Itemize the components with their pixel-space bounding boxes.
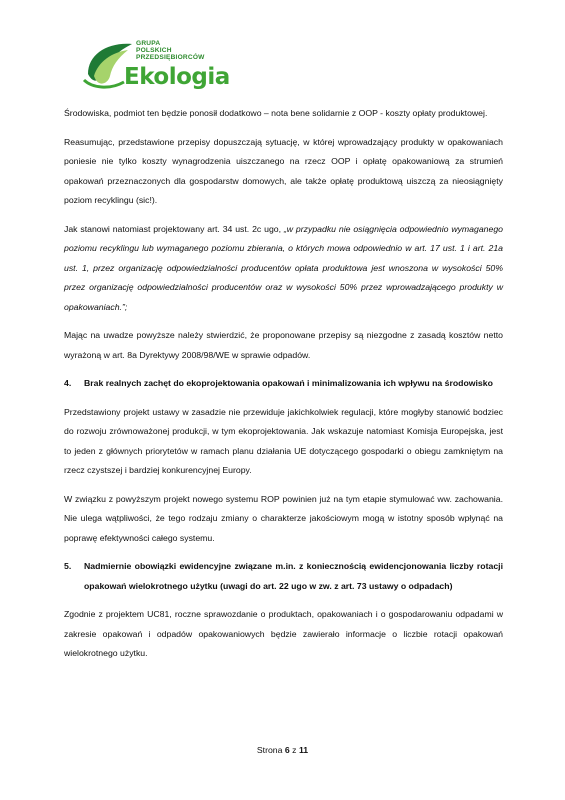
section-heading-4 [64, 374, 503, 394]
logo-line-3: PRZEDSIĘBIORCÓW [136, 54, 205, 62]
footer-separator: z [292, 745, 297, 755]
document-body [64, 104, 503, 664]
paragraph-1: Środowiska, podmiot ten będzie ponosił dodatkowo – nota bene solidarnie z OOP - koszty opłaty produktowej. [64, 108, 488, 118]
ekologia-logo [80, 36, 230, 98]
paragraph-3 [64, 220, 503, 318]
footer-current-page: 6 [284, 745, 290, 755]
page-footer [0, 745, 565, 755]
paragraph-4: Mając na uwadze powyższe należy stwierdzić, że proponowane przepisy są niezgodne z zasadą kosztów netto wyrażoną w art. 8a Dyrektywy 2008/98/WE w sprawie odpadów. [64, 330, 503, 360]
logo-line-1: GRUPA [136, 40, 161, 47]
footer-total-pages: 11 [298, 745, 309, 755]
logo-line-2: POLSKICH [136, 47, 172, 55]
paragraph-5: Przedstawiony projekt ustawy w zasadzie nie przewiduje jakichkolwiek regulacji, które mogłyby stanowić bodziec do rozwoju zrównoważonej produkcji, w tym ekoprojektowania. Jak wskazuje natomiast Komisja Europejska, jest to jeden z głównych priorytetów w ramach planu działania UE dotyczącego gospodarki o obiegu zamkniętym na rzecz czystszej i bardziej konkurencyjnej Europy. [64, 406, 503, 475]
logo-wordmark: Ekologia [124, 64, 230, 90]
paragraph-2: Reasumując, przedstawione przepisy dopuszczają sytuację, w której wprowadzający produkty w opakowaniach poniesie nie tylko koszty wynagrodzenia uiszczanego na rzecz OOP i opłatę opakowaniową za strumień opakowań przeznaczonych dla gospodarstw domowych, ale także opłatę produktową uiszczą za nieosiągnięty poziom recyklingu (sic!). [64, 136, 503, 205]
section-heading-5 [64, 557, 503, 596]
logo-group-name [136, 40, 205, 62]
paragraph-3-quote: „w przypadku nie osiągnięcia odpowiednio wymaganego poziomu recyklingu lub wymaganego poziomu zbierania, o których mowa odpowiednio w art. 17 ust. 1 i art. 21a ust. 1, przez organizację odpowiedzialności producentów opłata produktowa jest wnoszona w wysokości 50% przez organizację odpowiedzialności producentów oraz w wysokości 50% przez wprowadzającego produkty w opakowaniach.”; [64, 223, 503, 312]
section-number-5: 5. [64, 561, 72, 571]
paragraph-7: Zgodnie z projektem UC81, roczne sprawozdanie o produktach, opakowaniach i o gospodarowaniu odpadami w zakresie opakowań i odpadów opakowaniowych będzie zawierało informacje o liczbie rotacji opakowań wielokrotnego użytku. [64, 609, 503, 658]
paragraph-3-lead: Jak stanowi natomiast projektowany art. 34 ust. 2c ugo, [64, 223, 284, 234]
paragraph-6: W związku z powyższym projekt nowego systemu ROP powinien już na tym etapie stymulować ww. zachowania. Nie ulega wątpliwości, że tego rodzaju zmiany o charakterze jakościowym mogą w istotny sposób wpłynąć na poprawę efektywności całego systemu. [64, 493, 503, 543]
section-title-5: Nadmiernie obowiązki ewidencyjne związane m.in. z koniecznością ewidencjonowania liczby rotacji opakowań wielokrotnego użytku (uwagi do art. 22 ugo w zw. z art. 73 ustawy o odpadach) [84, 561, 503, 591]
footer-label: Strona [256, 745, 283, 755]
section-title-4: Brak realnych zachęt do ekoprojektowania opakowań i minimalizowania ich wpływu na środowisko [84, 378, 493, 388]
section-number-4: 4. [64, 378, 72, 388]
